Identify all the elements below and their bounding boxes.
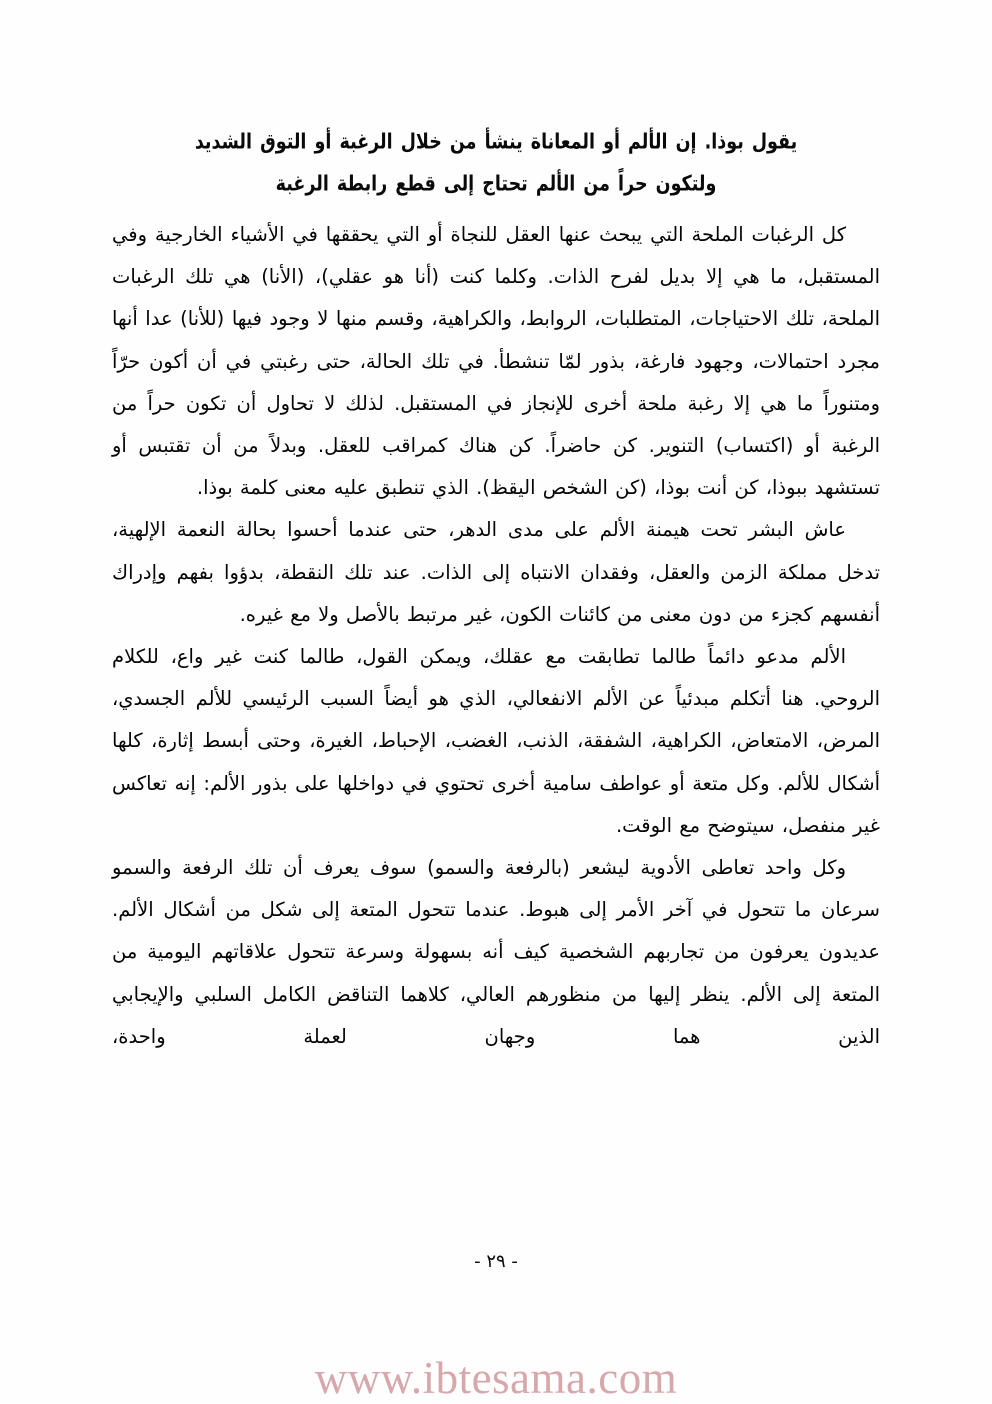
paragraph-4: وكل واحد تعاطى الأدوية ليشعر (بالرفعة والسمو) سوف يعرف أن تلك الرفعة والسمو سرعان ما تتحول في آخر الأمر إلى هبوط. عندما تتحول المتعة إلى شكل من أشكال الألم. عديدون يعرفون من تجاربهم الشخصية كيف أنه بسهولة وسرعة تتحول علاقاتهم اليومية من المتعة إلى الألم. ينظر إليها من منظورهم العالي، كلاهما التناقض الكامل السلبي والإيجابي الذين هما وجهان لعملة واحدة، <box>112 856 880 1048</box>
paragraph-1: كل الرغبات الملحة التي يبحث عنها العقل للنجاة أو التي يحققها في الأشياء الخارجية وفي المستقبل، ما هي إلا بديل لفرح الذات. وكلما كنت (أنا هو عقلي)، (الأنا) هي تلك الرغبات الملحة، تلك الاحتياجات، المتطلبات، الروابط، والكراهية، وقسم منها لا وجود فيها (للأنا) عدا أنها مجرد احتمالات، وجهود فارغة، بذور لمّا تنشطأ. في تلك الحالة، حتى رغبتي في أن أكون حرّاً ومتنوراً ما هي إلا رغبة ملحة أخرى للإنجاز في المستقبل. لذلك لا تحاول أن تكون حراً من الرغبة أو (اكتساب) التنوير. كن حاضراً. كن هناك كمراقب للعقل. وبدلاً من أن تقتبس أو تستشهد ببوذا، كن أنت بوذا، (كن الشخص اليقظ). الذي تنطبق عليه معنى كلمة بوذا. <box>112 223 880 500</box>
watermark-url-text: www.ibtesama.com <box>314 1353 678 1403</box>
epigraph-line-1: يقول بوذا. إن الألم أو المعاناة ينشأ من خلال الرغبة أو التوق الشديد <box>194 130 798 155</box>
watermark <box>0 1352 992 1404</box>
paragraph-2: عاش البشر تحت هيمنة الألم على مدى الدهر، حتى عندما أحسوا بحالة النعمة الإلهية، تدخل مملكة الزمن والعقل، وفقدان الانتباه إلى الذات. عند تلك النقطة، بدؤوا بفهم وإدراك أنفسهم كجزء من دون معنى من كائنات الكون، غير مرتبط بالأصل ولا مع غيره. <box>112 518 880 626</box>
epigraph-quote <box>0 124 992 196</box>
paragraph-3: الألم مدعو دائماً طالما تطابقت مع عقلك، ويمكن القول، طالما كنت غير واع، للكلام الروحي. هنا أتكلم مبدئياً عن الألم الانفعالي، الذي هو أيضاً السبب الرئيسي للألم الجسدي، المرض، الامتعاض، الكراهية، الشفقة، الذنب، الغضب، الإحباط، الغيرة، وحتى أبسط إثارة، كلها أشكال للألم. وكل متعة أو عواطف سامية أخرى تحتوي في دواخلها على بذور الألم: إنه تعاكس غير منفصل، سيتوضح مع الوقت. <box>112 645 880 837</box>
body-text-column <box>112 214 880 1058</box>
page-number: - ٢٩ - <box>474 1251 518 1272</box>
epigraph-line-2: ولتكون حراً من الألم تحتاج إلى قطع رابطة الرغبة <box>275 172 717 197</box>
